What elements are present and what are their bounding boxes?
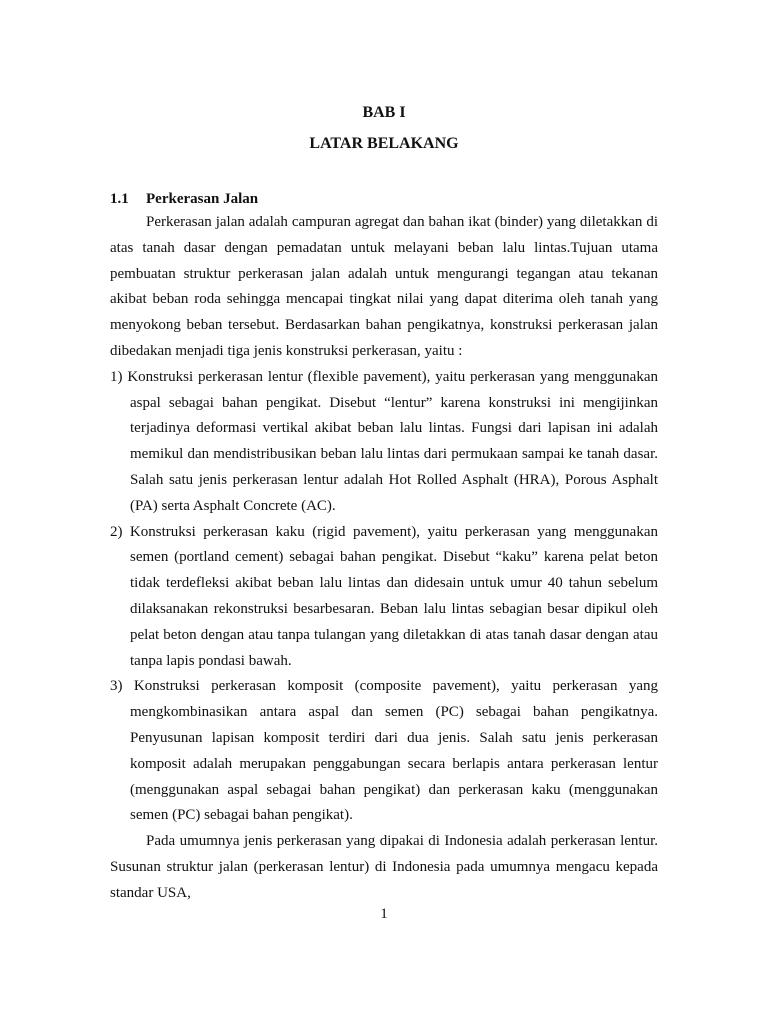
page-number: 1 [380, 906, 388, 922]
chapter-label: BAB I [362, 104, 406, 121]
section-heading [110, 191, 258, 208]
document-body [110, 210, 658, 907]
intro-paragraph: Perkerasan jalan adalah campuran agregat dan bahan ikat (binder) yang diletakkan di atas tanah dasar dengan pemadatan untuk melayani beban lalu lintas.Tujuan utama pembuatan struktur perkerasan jalan adalah untuk mengurangi tegangan atau tekanan akibat beban roda sehingga mencapai tingkat nilai yang dapat diterima oleh tanah yang menyokong beban tersebut. Berdasarkan bahan pengikatnya, konstruksi perkerasan jalan dibedakan menjadi tiga jenis konstruksi perkerasan, yaitu : [110, 214, 658, 359]
list-item: 2) Konstruksi perkerasan kaku (rigid pavement), yaitu perkerasan yang menggunakan semen (portland cement) sebagai bahan pengikat. Disebut “kaku” karena pelat beton tidak terdefleksi akibat beban lalu lintas dan didesain untuk umur 40 tahun sebelum dilaksanakan rekonstruksi besarbesaran. Beban lalu lintas sebagian besar dipikul oleh pelat beton dengan atau tanpa tulangan yang diletakkan di atas tanah dasar dengan atau tanpa lapis pondasi bawah. [110, 523, 658, 669]
closing-paragraph: Pada umumnya jenis perkerasan yang dipakai di Indonesia adalah perkerasan lentur. Susunan struktur jalan (perkerasan lentur) di Indonesia pada umumnya mengacu kepada standar USA, [110, 833, 658, 901]
section-title: Perkerasan Jalan [146, 191, 259, 207]
list-item: 1) Konstruksi perkerasan lentur (flexible pavement), yaitu perkerasan yang menggunakan aspal sebagai bahan pengikat. Disebut “lentur” karena konstruksi ini mengijinkan terjadinya deformasi vertikal akibat beban lalu lintas. Fungsi dari lapisan ini adalah memikul dan mendistribusikan beban lalu lintas dari permukaan sampai ke tanah dasar. Salah satu jenis perkerasan lentur adalah Hot Rolled Asphalt (HRA), Porous Asphalt (PA) serta Asphalt Concrete (AC). [110, 368, 658, 514]
list-item: 3) Konstruksi perkerasan komposit (composite pavement), yaitu perkerasan yang mengkombinasikan antara aspal dan semen (PC) sebagai bahan pengikatnya. Penyusunan lapisan komposit terdiri dari dua jenis. Salah satu jenis perkerasan komposit adalah merupakan penggabungan secara berlapis antara perkerasan lentur (menggunakan aspal sebagai bahan pengikat) dan perkerasan kaku (menggunakan semen (PC) sebagai bahan pengikat). [110, 678, 658, 824]
chapter-title: LATAR BELAKANG [309, 135, 459, 152]
section-number: 1.1 [110, 191, 129, 207]
